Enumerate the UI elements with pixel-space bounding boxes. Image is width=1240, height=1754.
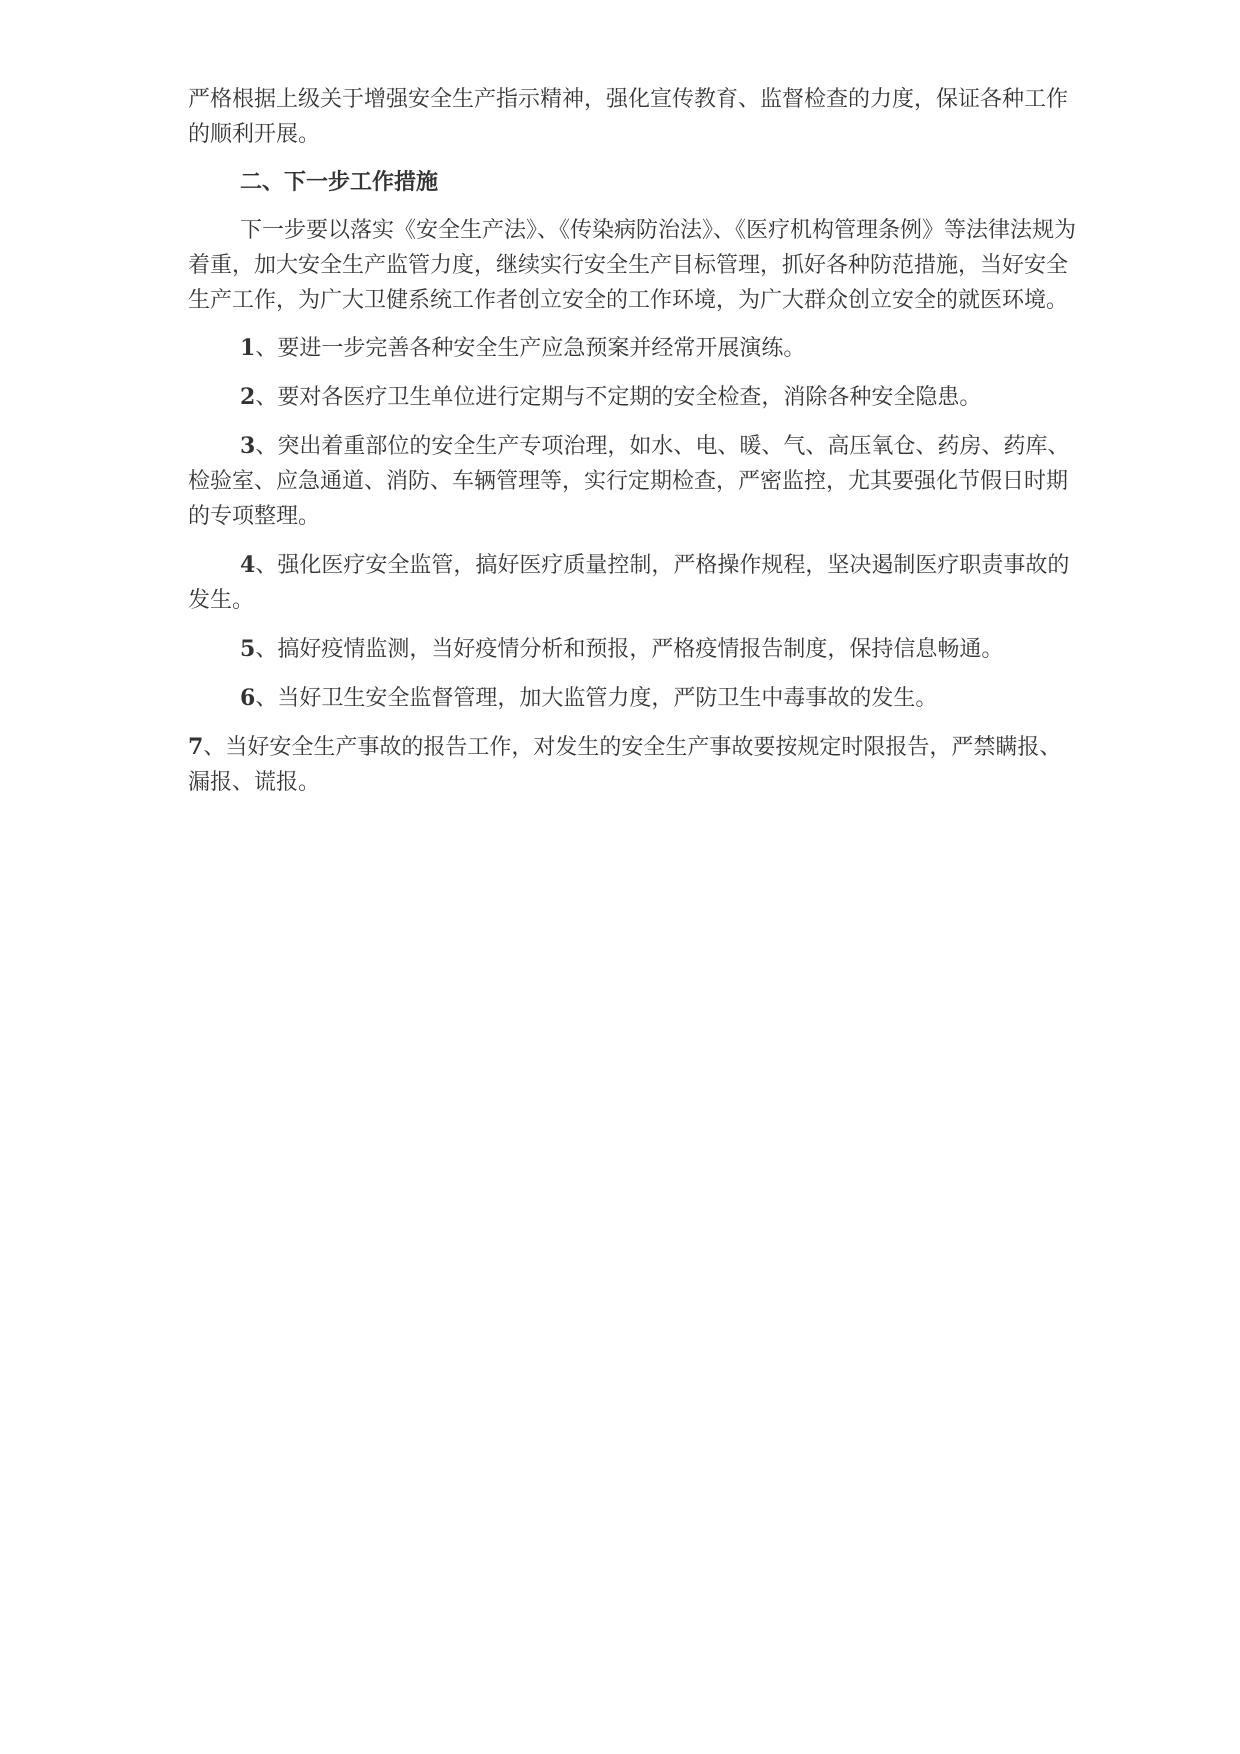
section-heading: 二、下一步工作措施 — [240, 169, 439, 195]
list-item — [188, 632, 1078, 667]
list-item-number: 5 — [240, 636, 256, 662]
list-item-number: 1 — [240, 335, 256, 361]
list-item — [188, 429, 1078, 534]
list-item — [188, 380, 1078, 415]
list-item — [188, 681, 1078, 716]
body-paragraph: 下一步要以落实《安全生产法》、《传染病防治法》、《医疗机构管理条例》等法律法规为着重，加大安全生产监管力度，继续实行安全生产目标管理，抓好各种防范措施，当好安全生产工作，为广大卫健系统工作者创立安全的工作环境，为广大群众创立安全的就医环境。 — [188, 218, 1077, 313]
list-item-number: 7 — [188, 734, 204, 760]
document-page — [188, 82, 1078, 814]
list-item-text: 、要进一步完善各种安全生产应急预案并经常开展演练。 — [255, 336, 806, 361]
list-item-text: 、要对各医疗卫生单位进行定期与不定期的安全检查，消除各种安全隐患。 — [255, 385, 982, 410]
list-item-text: 、搞好疫情监测，当好疫情分析和预报，严格疫情报告制度，保持信息畅通。 — [255, 637, 1004, 662]
list-item-number: 2 — [240, 384, 256, 410]
list-item — [188, 548, 1078, 618]
list-item-number: 3 — [240, 433, 256, 459]
list-item-number: 4 — [240, 552, 256, 578]
intro-paragraph: 严格根据上级关于增强安全生产指示精神，强化宣传教育、监督检查的力度，保证各种工作的顺利开展。 — [188, 87, 1069, 147]
list-item-text: 、当好卫生安全监督管理，加大监管力度，严防卫生中毒事故的发生。 — [255, 686, 938, 711]
list-item-number: 6 — [240, 685, 256, 711]
list-item — [188, 331, 1078, 366]
list-item-text: 、强化医疗安全监管，搞好医疗质量控制，严格操作规程，坚决遏制医疗职责事故的发生。 — [188, 553, 1070, 613]
list-item-text: 、突出着重部位的安全生产专项治理，如水、电、暖、气、高压氧仓、药房、药库、检验室、应急通道、消防、车辆管理等，实行定期检查，严密监控，尤其要强化节假日时期的专项整理。 — [188, 434, 1070, 529]
list-item-text: 、当好安全生产事故的报告工作，对发生的安全生产事故要按规定时限报告，严禁瞒报、漏报、谎报。 — [188, 735, 1062, 795]
list-item — [188, 730, 1078, 800]
